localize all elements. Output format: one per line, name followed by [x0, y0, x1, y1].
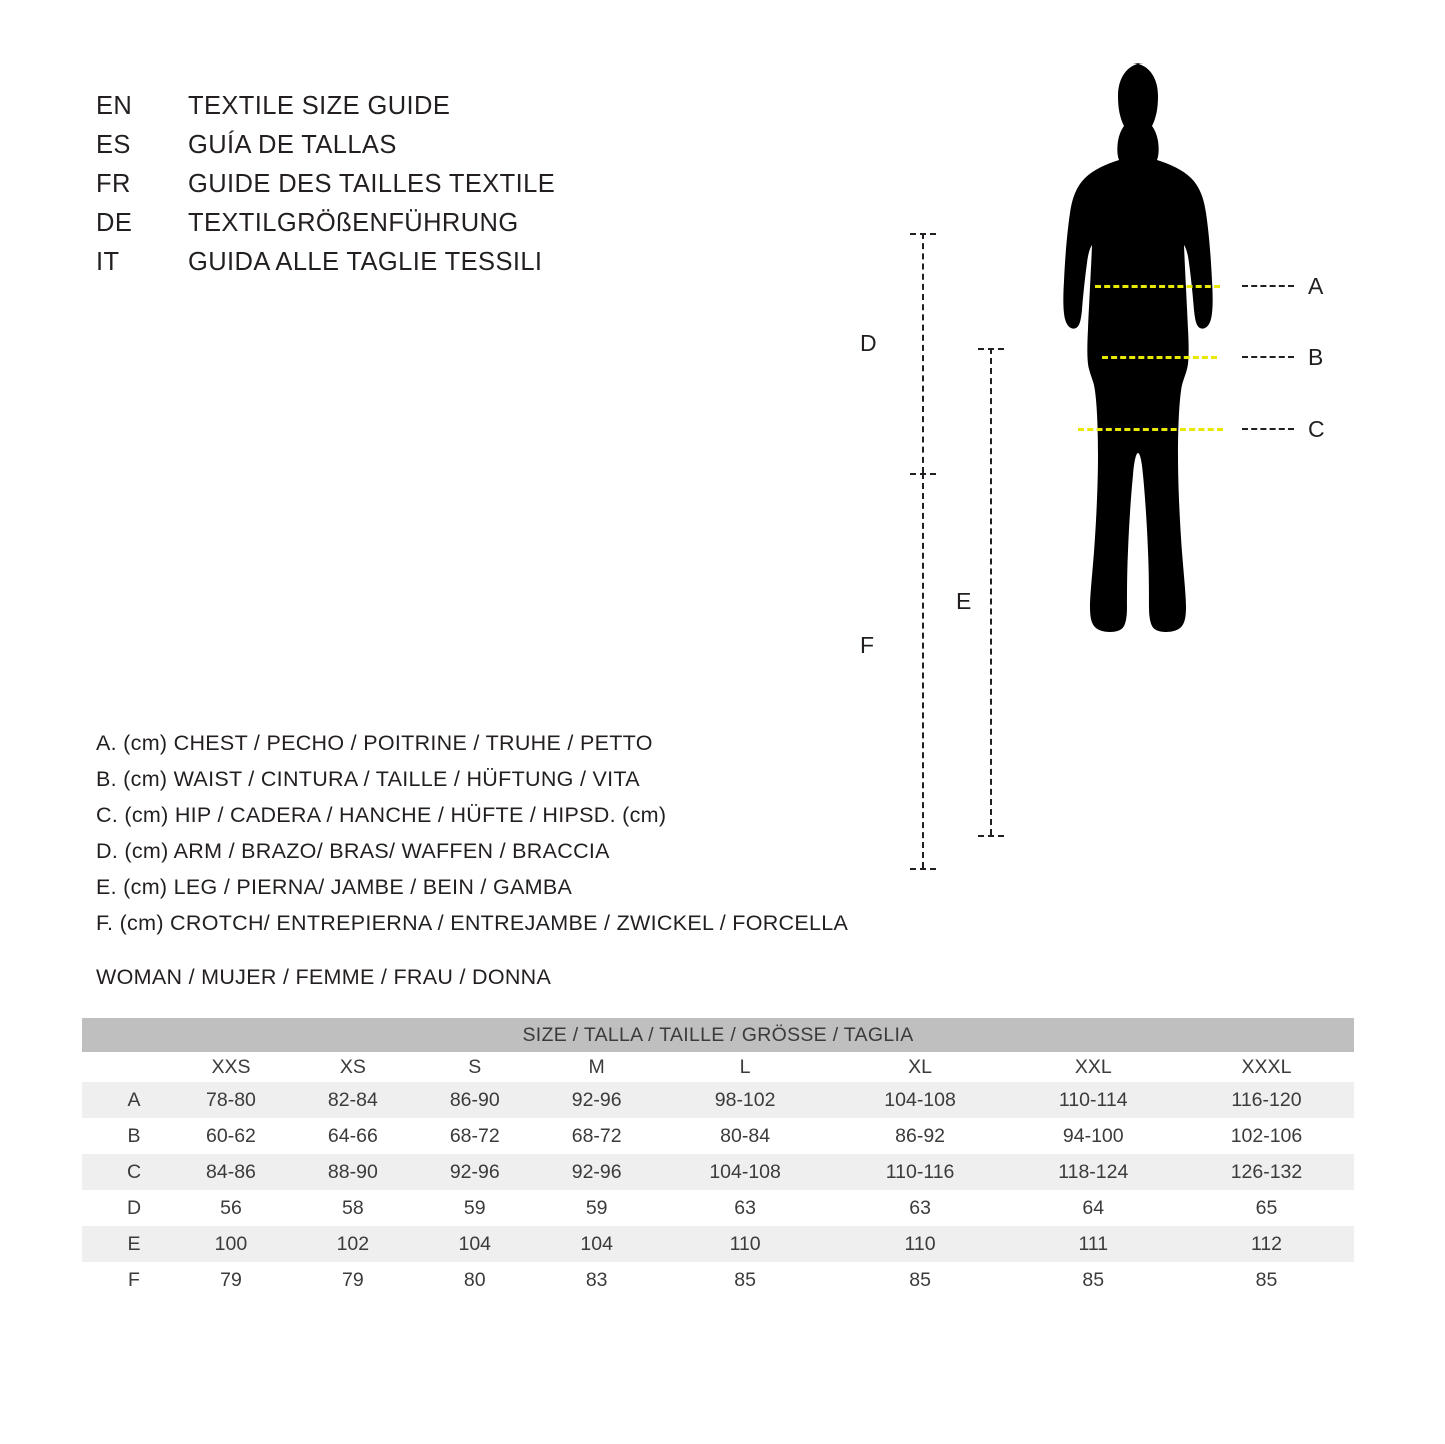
table-cell: 78-80 — [206, 1088, 256, 1111]
table-cell: 56 — [220, 1196, 242, 1219]
table-cell: 110-116 — [885, 1160, 955, 1183]
column-header-xxs: XXS — [170, 1052, 292, 1082]
gender-label: WOMAN / MUJER / FEMME / FRAU / DONNA — [96, 965, 552, 989]
table-cell: 60-62 — [206, 1124, 256, 1147]
table-cell: 59 — [585, 1196, 608, 1219]
table-cell: 79 — [342, 1268, 364, 1291]
table-cell: 80 — [463, 1268, 486, 1291]
table-title: SIZE / TALLA / TAILLE / GRÖSSE / TAGLIA — [82, 1018, 1354, 1052]
crotch-dimension-tick-bottom — [910, 868, 936, 870]
table-cell: 59 — [463, 1196, 486, 1219]
legend-item-a: A. (cm) CHEST / PECHO / POITRINE / TRUHE / PETTO — [96, 731, 653, 755]
table-cell: 64-66 — [327, 1124, 378, 1147]
waist-measure-line — [1102, 356, 1217, 359]
table-column-header-row — [82, 1052, 1354, 1082]
table-cell: 85 — [734, 1268, 756, 1291]
row-label-header — [82, 1052, 170, 1082]
body-diagram — [830, 55, 1390, 895]
language-code: IT — [96, 248, 120, 276]
table-cell: 79 — [220, 1268, 242, 1291]
table-cell: 110 — [729, 1232, 761, 1255]
letter-b-label: B — [1308, 344, 1324, 370]
table-cell: 110-114 — [1058, 1088, 1128, 1111]
legend-item-c: C. (cm) HIP / CADERA / HANCHE / HÜFTE / HIPSD. (cm) — [96, 803, 667, 827]
hip-leader-line — [1242, 428, 1294, 430]
table-cell: 104-108 — [884, 1088, 956, 1111]
table-row — [82, 1262, 1354, 1298]
row-label: F — [128, 1268, 140, 1291]
column-header-s: S — [414, 1052, 536, 1082]
table-cell: 85 — [1082, 1268, 1105, 1291]
letter-d-label: D — [860, 330, 877, 356]
table-cell: 58 — [342, 1196, 364, 1219]
table-row — [82, 1190, 1354, 1226]
leg-dimension-tick-top — [978, 348, 1004, 350]
letter-e-label: E — [956, 588, 972, 614]
table-cell: 88-90 — [327, 1160, 378, 1183]
table-cell: 104-108 — [709, 1160, 781, 1183]
letter-f-label: F — [860, 632, 875, 658]
language-code: DE — [96, 209, 133, 237]
language-title: TEXTILGRÖßENFÜHRUNG — [188, 209, 519, 237]
table-cell: 65 — [1255, 1196, 1278, 1219]
language-row — [96, 92, 796, 131]
column-header-xxxl: XXXL — [1179, 1052, 1354, 1082]
crotch-dimension-line — [922, 473, 924, 868]
table-cell: 102 — [336, 1232, 370, 1255]
language-row — [96, 209, 796, 248]
table-cell: 84-86 — [206, 1160, 256, 1183]
legend-item-e: E. (cm) LEG / PIERNA/ JAMBE / BEIN / GAMBA — [96, 875, 573, 899]
table-cell: 86-90 — [449, 1088, 500, 1111]
table-cell: 64 — [1082, 1196, 1105, 1219]
table-cell: 85 — [909, 1268, 931, 1291]
language-code: FR — [96, 170, 131, 198]
table-cell: 92-96 — [571, 1160, 622, 1183]
table-cell: 63 — [909, 1196, 931, 1219]
row-label: E — [127, 1232, 141, 1255]
table-cell: 104 — [580, 1232, 613, 1255]
language-title: GUÍA DE TALLAS — [188, 131, 397, 159]
table-row — [82, 1118, 1354, 1154]
table-cell: 68-72 — [571, 1124, 622, 1147]
table-row — [82, 1082, 1354, 1118]
language-title: GUIDE DES TAILLES TEXTILE — [188, 170, 556, 198]
legend-item-f: F. (cm) CROTCH/ ENTREPIERNA / ENTREJAMBE / ZWICKEL / FORCELLA — [96, 911, 849, 935]
language-title: TEXTILE SIZE GUIDE — [188, 92, 451, 120]
language-code: ES — [96, 131, 131, 159]
leg-dimension-tick-bottom — [978, 835, 1004, 837]
column-header-l: L — [658, 1052, 833, 1082]
measurement-legend — [96, 725, 916, 941]
chest-leader-line — [1242, 285, 1294, 287]
table-cell: 100 — [214, 1232, 248, 1255]
language-title: GUIDA ALLE TAGLIE TESSILI — [188, 248, 543, 276]
table-cell: 98-102 — [714, 1088, 776, 1111]
table-cell: 92-96 — [571, 1088, 622, 1111]
table-cell: 82-84 — [327, 1088, 378, 1111]
female-silhouette-icon — [1030, 55, 1260, 885]
arm-dimension-line — [922, 233, 924, 473]
table-cell: 86-92 — [895, 1124, 946, 1147]
language-row — [96, 131, 796, 170]
table-cell: 102-106 — [1230, 1124, 1303, 1147]
table-row — [82, 1226, 1354, 1262]
row-label: A — [127, 1088, 141, 1111]
table-cell: 83 — [585, 1268, 608, 1291]
table-cell: 104 — [458, 1232, 492, 1255]
language-row — [96, 248, 796, 287]
chest-measure-line — [1095, 285, 1220, 288]
table-cell: 80-84 — [720, 1124, 771, 1147]
hip-measure-line — [1078, 428, 1223, 431]
table-header-row — [82, 1018, 1354, 1052]
leg-dimension-line — [990, 348, 992, 835]
letter-a-label: A — [1308, 273, 1324, 299]
size-table — [82, 1018, 1354, 1298]
table-cell: 94-100 — [1062, 1124, 1124, 1147]
row-label: D — [126, 1196, 142, 1219]
column-header-xs: XS — [292, 1052, 414, 1082]
row-label: C — [126, 1160, 142, 1183]
table-row — [82, 1154, 1354, 1190]
language-code: EN — [96, 92, 133, 120]
table-cell: 110 — [904, 1232, 936, 1255]
row-label: B — [127, 1124, 141, 1147]
language-title-block — [96, 92, 796, 287]
column-header-m: M — [536, 1052, 658, 1082]
table-cell: 126-132 — [1230, 1160, 1303, 1183]
table-cell: 68-72 — [449, 1124, 500, 1147]
letter-c-label: C — [1308, 416, 1325, 442]
table-cell: 118-124 — [1058, 1160, 1129, 1183]
table-cell: 112 — [1250, 1232, 1283, 1255]
legend-item-d: D. (cm) ARM / BRAZO/ BRAS/ WAFFEN / BRACCIA — [96, 839, 610, 863]
waist-leader-line — [1242, 356, 1294, 358]
table-cell: 92-96 — [449, 1160, 500, 1183]
table-cell: 85 — [1255, 1268, 1278, 1291]
column-header-xxl: XXL — [1008, 1052, 1179, 1082]
legend-item-b: B. (cm) WAIST / CINTURA / TAILLE / HÜFTUNG / VITA — [96, 767, 640, 791]
table-cell: 116-120 — [1231, 1088, 1302, 1111]
table-cell: 111 — [1078, 1232, 1109, 1255]
table-cell: 63 — [734, 1196, 756, 1219]
language-row — [96, 170, 796, 209]
column-header-xl: XL — [833, 1052, 1008, 1082]
arm-dimension-tick-top — [910, 233, 936, 235]
